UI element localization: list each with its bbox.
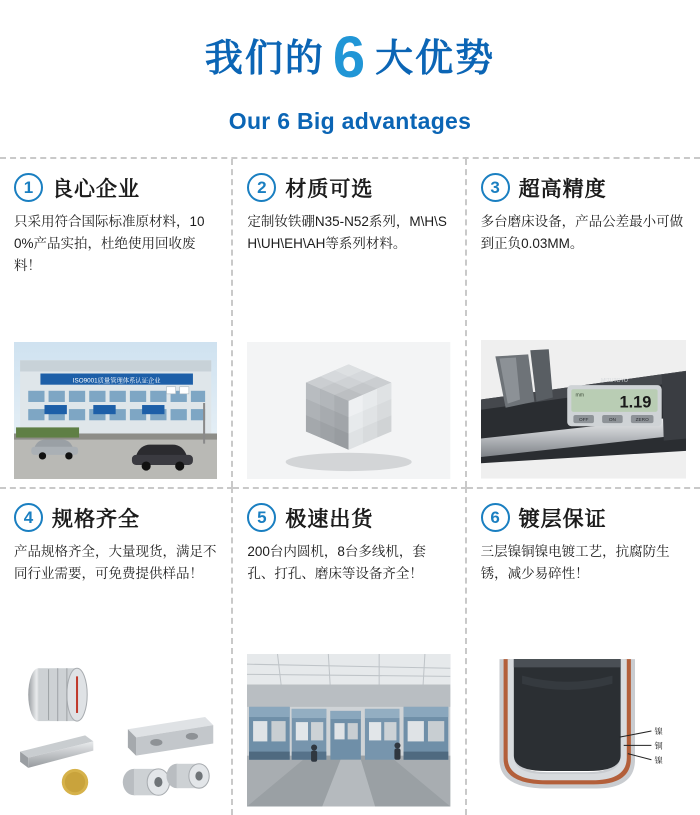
title-cn-suffix: 大优势 bbox=[375, 38, 496, 80]
digital-caliper-photo bbox=[481, 340, 686, 479]
layer-label-1: 镍 bbox=[654, 726, 663, 736]
svg-text:MITUTOYO: MITUTOYO bbox=[600, 378, 628, 385]
advantage-header-6 bbox=[481, 503, 686, 533]
svg-text:ISO9001质量管理体系认证企业: ISO9001质量管理体系认证企业 bbox=[72, 377, 161, 385]
advantage-card-4 bbox=[0, 487, 233, 815]
layer-label-3: 镍 bbox=[654, 755, 663, 765]
magnet-specs-photo bbox=[14, 654, 217, 806]
advantage-card-2 bbox=[233, 159, 466, 487]
caliper-reading-value: 1.19 bbox=[619, 393, 652, 412]
advantage-number-badge-4: 4 bbox=[14, 503, 43, 532]
advantage-card-1 bbox=[0, 159, 233, 487]
advantage-text-3: 多台磨床设备，产品公差最小可做到正负0.03MM。 bbox=[480, 213, 684, 252]
advantages-grid bbox=[0, 157, 700, 815]
advantage-title-1: 良心企业 bbox=[52, 177, 140, 201]
advantage-text-6: 三层镍铜镍电镀工艺，抗腐防生锈，减少易碎性！ bbox=[480, 543, 670, 582]
advantage-header-2 bbox=[247, 173, 450, 203]
svg-text:mm: mm bbox=[575, 392, 584, 399]
advantage-text-4: 产品规格齐全，大量现货，满足不同行业需要，可免费提供样品！ bbox=[14, 543, 217, 582]
advantage-number-badge-3: 3 bbox=[481, 173, 510, 202]
advantage-title-6: 镀层保证 bbox=[518, 507, 607, 531]
advantage-number-badge-1: 1 bbox=[14, 173, 43, 202]
advantage-number-badge-2: 2 bbox=[247, 173, 276, 202]
advantage-title-5: 极速出货 bbox=[285, 507, 374, 531]
advantage-header-1 bbox=[14, 173, 217, 203]
advantage-number-badge-5: 5 bbox=[247, 503, 276, 532]
svg-text:OFF: OFF bbox=[578, 418, 589, 424]
advantage-card-3 bbox=[467, 159, 700, 487]
factory-building-photo bbox=[14, 342, 217, 479]
advantage-number-badge-6: 6 bbox=[481, 503, 510, 532]
advantage-card-6 bbox=[467, 487, 700, 815]
page-subtitle: Our 6 Big advantages bbox=[228, 107, 472, 134]
svg-text:ZERO: ZERO bbox=[635, 418, 649, 424]
advantage-card-5 bbox=[233, 487, 466, 815]
poster-header bbox=[0, 0, 700, 135]
plating-layers-diagram bbox=[481, 653, 686, 807]
advantage-text-2: 定制钕铁硼N35-N52系列，M\H\SH\UH\EH\AH等系列材料。 bbox=[247, 213, 447, 252]
svg-text:ON: ON bbox=[608, 418, 616, 424]
advantage-title-4: 规格齐全 bbox=[52, 507, 140, 531]
page-title bbox=[0, 26, 700, 90]
advantage-header-4 bbox=[14, 503, 217, 533]
workshop-machines-photo bbox=[247, 654, 450, 806]
title-cn-prefix: 我们的 bbox=[204, 38, 325, 80]
advantage-header-5 bbox=[247, 503, 450, 533]
advantage-title-3: 超高精度 bbox=[518, 177, 607, 201]
advantage-text-1: 只采用符合国际标准原材料，100%产品实拍，杜绝使用回收废料！ bbox=[14, 213, 205, 274]
advantage-text-5: 200台内圆机，8台多线机，套孔、打孔、磨床等设备齐全！ bbox=[247, 543, 426, 582]
layer-label-2: 铜 bbox=[654, 741, 663, 751]
title-number: 6 bbox=[332, 25, 368, 90]
magnet-cube-photo bbox=[247, 342, 450, 479]
advantage-header-3 bbox=[481, 173, 686, 203]
advantage-title-2: 材质可选 bbox=[285, 177, 374, 201]
